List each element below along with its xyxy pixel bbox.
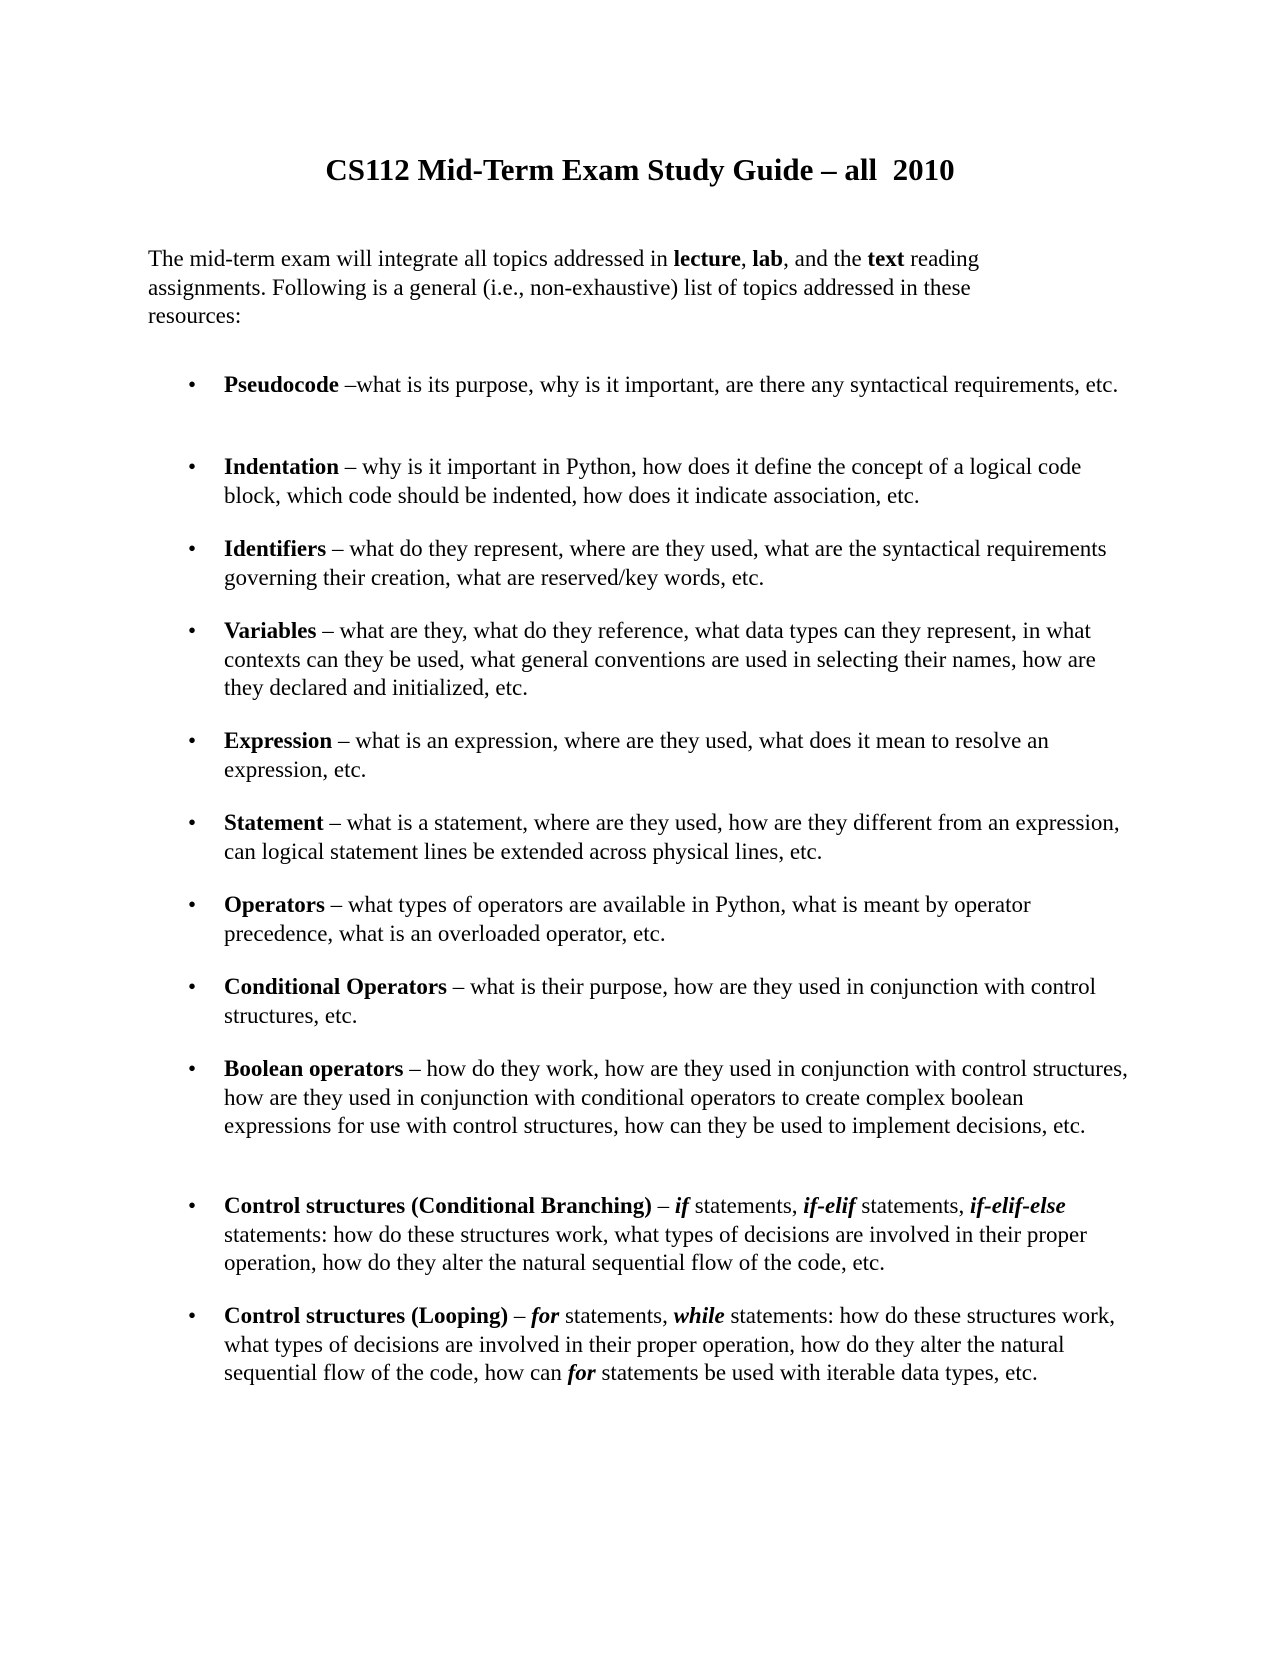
intro-text: , and the: [783, 246, 868, 271]
topic-term: Indentation: [224, 454, 340, 479]
topic-description: – what are they, what do they reference, what data types can they represent, in what contexts can they be used, what general conventions are used in selecting their names, how are they declared and initialized, etc.: [224, 618, 1096, 700]
keyword-if-elif-else: if-elif-else: [969, 1193, 1066, 1218]
topic-item-expression: [188, 727, 1129, 784]
topic-item-pseudocode: [188, 371, 1129, 400]
topic-term: Conditional Operators: [224, 974, 447, 999]
intro-paragraph: [148, 245, 1068, 331]
intro-text: ,: [740, 246, 753, 271]
topic-description: statements,: [559, 1303, 674, 1328]
topic-term: Operators: [224, 892, 325, 917]
topic-description: statements,: [688, 1193, 804, 1218]
intro-text: reading assignments. Following is a general (i.e., non-exhaustive) list of topics addressed in these resources:: [148, 246, 980, 328]
topic-item-operators: [188, 891, 1129, 948]
topic-term: Pseudocode: [224, 372, 339, 397]
topic-description: statements,: [855, 1193, 970, 1218]
topic-item-identifiers: [188, 535, 1129, 592]
topic-term: Control structures (Looping): [224, 1303, 509, 1328]
topic-description: – what is a statement, where are they used, how are they different from an expression, can logical statement lines be extended across physical lines, etc.: [224, 810, 1120, 864]
bullet-icon: •: [188, 536, 197, 561]
intro-keyword-lab: lab: [752, 246, 784, 271]
topic-item-statement: [188, 809, 1129, 866]
topic-description: – what do they represent, where are they used, what are the syntactical requirements governing their creation, what are reserved/key words, etc.: [224, 536, 1107, 590]
bullet-icon: •: [188, 892, 197, 917]
bullet-icon: •: [188, 810, 197, 835]
topic-description: statements: how do these structures work, what types of decisions are involved in their proper operation, how do they alter the natural sequential flow of the code, how can: [224, 1303, 1115, 1385]
bullet-icon: •: [188, 728, 197, 753]
keyword-if: if: [674, 1193, 689, 1218]
topic-term: Control structures (Conditional Branching): [224, 1193, 652, 1218]
topic-term: Expression: [224, 728, 333, 753]
document-title: CS112 Mid-Term Exam Study Guide – all 2010: [325, 152, 955, 187]
topic-term: Variables: [224, 618, 317, 643]
topic-item-conditional-operators: [188, 973, 1129, 1030]
topic-item-control-structures-branching: [188, 1192, 1129, 1278]
bullet-icon: •: [188, 1056, 197, 1081]
topic-description: –what is its purpose, why is it important, are there any syntactical requirements, etc.: [339, 372, 1119, 397]
topic-description: statements be used with iterable data types, etc.: [595, 1360, 1038, 1385]
topic-item-indentation: [188, 453, 1129, 510]
topic-description: – how do they work, how are they used in conjunction with control structures, how are they used in conjunction with conditional operators to create complex boolean expressions for use with control structures, how can they be used to implement decisions, etc.: [224, 1056, 1128, 1138]
keyword-if-elif: if-elif: [803, 1193, 856, 1218]
topic-description: –: [508, 1303, 532, 1328]
bullet-icon: •: [188, 454, 197, 479]
topic-description: statements: how do these structures work, what types of decisions are involved in their proper operation, how do they alter the natural sequential flow of the code, etc.: [224, 1221, 1087, 1275]
bullet-icon: •: [188, 618, 197, 643]
bullet-icon: •: [188, 372, 197, 397]
topic-description: – what is an expression, where are they used, what does it mean to resolve an expression, etc.: [224, 728, 1049, 782]
topic-item-variables: [188, 617, 1129, 703]
topic-item-boolean-operators: [188, 1055, 1129, 1141]
topic-description: – what is their purpose, how are they used in conjunction with control structures, etc.: [224, 974, 1096, 1028]
topic-description: – why is it important in Python, how does it define the concept of a logical code block, which code should be indented, how does it indicate association, etc.: [224, 454, 1082, 508]
topic-description: –: [651, 1193, 675, 1218]
intro-keyword-text: text: [867, 246, 905, 271]
keyword-while: while: [673, 1303, 725, 1328]
keyword-for: for: [531, 1303, 560, 1328]
topic-term: Statement: [224, 810, 324, 835]
bullet-icon: •: [188, 1193, 197, 1218]
topic-term: Boolean operators: [224, 1056, 404, 1081]
topic-description: – what types of operators are available in Python, what is meant by operator precedence, what is an overloaded operator, etc.: [224, 892, 1031, 946]
intro-keyword-lecture: lecture: [673, 246, 741, 271]
intro-text: The mid-term exam will integrate all topics addressed in: [148, 246, 674, 271]
topic-item-control-structures-looping: [188, 1302, 1129, 1388]
topic-term: Identifiers: [224, 536, 327, 561]
bullet-icon: •: [188, 1303, 197, 1328]
keyword-for: for: [567, 1360, 596, 1385]
bullet-icon: •: [188, 974, 197, 999]
